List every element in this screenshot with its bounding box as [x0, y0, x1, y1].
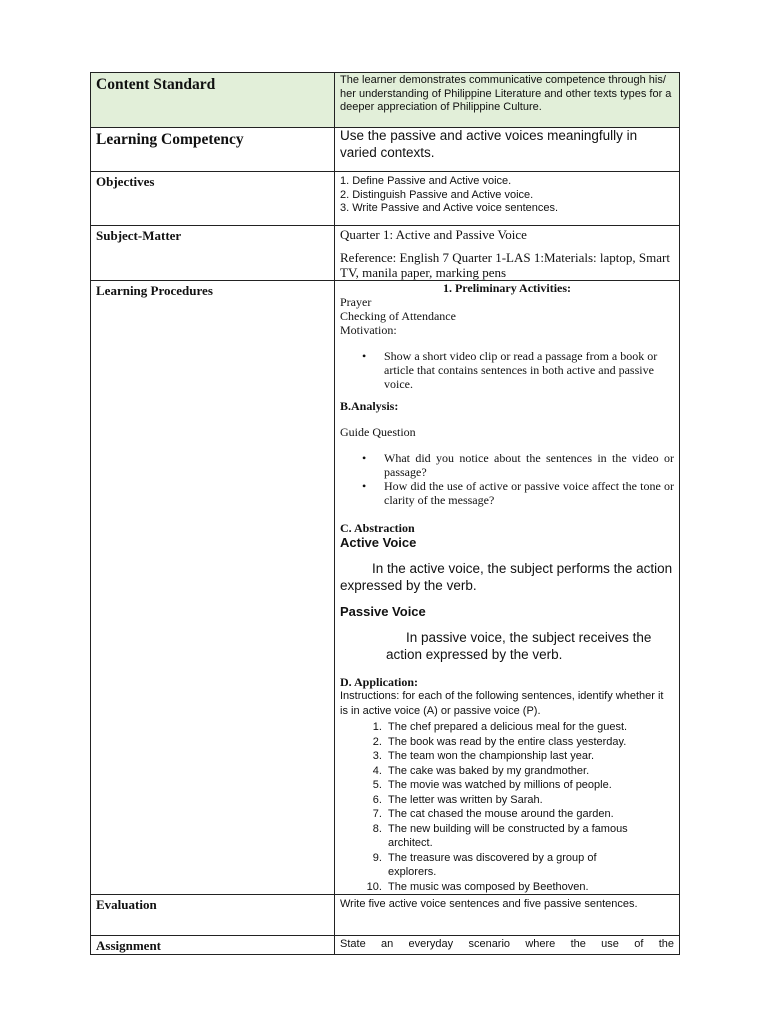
application-item: 6. The letter was written by Sarah.: [385, 793, 674, 808]
abstraction-heading: C. Abstraction: [340, 521, 415, 535]
application-item: 2. The book was read by the entire class yesterday.: [385, 735, 674, 750]
application-item: 7. The cat chased the mouse around the garden.: [385, 807, 674, 822]
active-voice-title: Active Voice: [340, 535, 417, 550]
learning-competency-row: [91, 128, 680, 172]
evaluation-label: Evaluation: [91, 895, 335, 936]
prelim-line: Motivation:: [340, 323, 397, 337]
guide-question-list: [340, 451, 674, 507]
motivation-list: [340, 349, 674, 391]
passive-voice-title: Passive Voice: [340, 604, 426, 619]
learning-procedures-label: Learning Procedures: [91, 281, 335, 895]
lesson-plan-table: [90, 72, 680, 955]
learning-competency-text: Use the passive and active voices meaningfully in varied contexts.: [335, 128, 680, 172]
objectives-label: Objectives: [91, 172, 335, 226]
evaluation-row: [91, 895, 680, 936]
prelim-line: Prayer: [340, 295, 372, 309]
evaluation-text: Write five active voice sentences and five passive sentences.: [335, 895, 680, 936]
objective-item: 1. Define Passive and Active voice.: [340, 175, 512, 187]
content-standard-row: [91, 73, 680, 128]
objectives-row: [91, 172, 680, 226]
assignment-text: State an everyday scenario where the use of the: [335, 936, 680, 955]
guide-bullet: • How did the use of active or passive voice affect the tone or clarity of the message?: [384, 479, 674, 507]
assignment-row: [91, 936, 680, 955]
guide-bullet: • What did you notice about the sentences in the video or passage?: [384, 451, 674, 479]
subject-matter-topic: Quarter 1: Active and Passive Voice: [340, 227, 527, 242]
assignment-label: Assignment: [91, 936, 335, 955]
objectives-list: [335, 172, 680, 226]
subject-matter-label: Subject-Matter: [91, 226, 335, 281]
objective-item: 3. Write Passive and Active voice sentences.: [340, 202, 559, 214]
application-list: [340, 720, 674, 894]
application-item: 4. The cake was baked by my grandmother.: [385, 764, 674, 779]
subject-matter-row: [91, 226, 680, 281]
application-item: 8. The new building will be constructed by a famous architect.: [385, 822, 674, 851]
learning-procedures-cell: [335, 281, 680, 895]
passive-voice-definition: In passive voice, the subject receives the action expressed by the verb.: [386, 630, 652, 662]
active-voice-definition: In the active voice, the subject performs the action expressed by the verb.: [340, 561, 673, 593]
application-item: 10. The music was composed by Beethoven.: [385, 880, 674, 895]
motivation-bullet: • Show a short video clip or read a passage from a book or article that contains sentences in both active and passive voice.: [384, 349, 674, 391]
application-instructions: Instructions: for each of the following sentences, identify whether it is in active voice (A) or passive voice (P).: [340, 690, 664, 717]
objective-item: 2. Distinguish Passive and Active voice.: [340, 188, 534, 201]
guide-question-label: Guide Question: [340, 425, 416, 439]
learning-procedures-row: [91, 281, 680, 895]
application-item: 9. The treasure was discovered by a group of explorers.: [385, 851, 674, 880]
application-heading: D. Application:: [340, 675, 419, 689]
application-item: 5. The movie was watched by millions of people.: [385, 778, 674, 793]
application-item: 1. The chef prepared a delicious meal for the guest.: [385, 720, 674, 735]
application-item: 3. The team won the championship last year.: [385, 749, 674, 764]
content-standard-label: Content Standard: [91, 73, 335, 128]
subject-matter-cell: [335, 226, 680, 281]
analysis-heading: B.Analysis:: [340, 399, 399, 413]
content-standard-text: The learner demonstrates communicative competence through his/ her understanding of Philippine Literature and other texts types for a deeper appreciation of Philippine Culture.: [335, 73, 680, 128]
subject-matter-reference: Reference: English 7 Quarter 1-LAS 1:Materials: laptop, Smart TV, manila paper, marking pens: [340, 250, 670, 280]
prelim-line: Checking of Attendance: [340, 309, 456, 323]
learning-competency-label: Learning Competency: [91, 128, 335, 172]
preliminary-heading: 1. Preliminary Activities:: [442, 281, 572, 295]
